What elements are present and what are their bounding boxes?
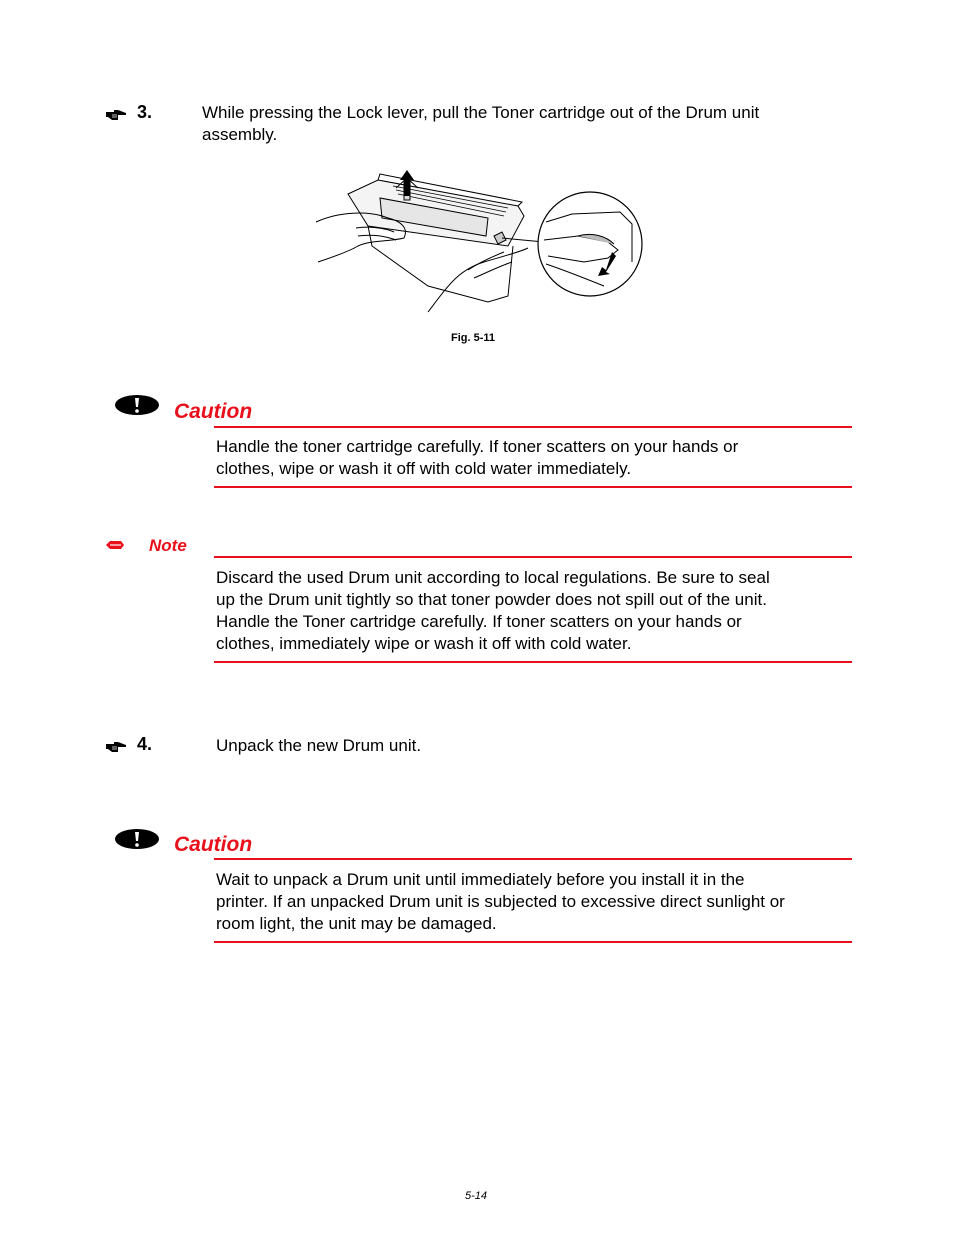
pencil-icon — [106, 539, 124, 551]
page-number: 5-14 — [465, 1190, 488, 1202]
caution-1-title: Caution — [174, 400, 253, 423]
figure-caption: Fig. 5-11 — [451, 332, 496, 344]
toner-removal-illustration — [308, 166, 648, 318]
caution-1-top-rule — [214, 426, 852, 428]
exclamation-icon — [114, 394, 160, 416]
note-top-rule — [214, 556, 852, 558]
pointing-hand-icon — [106, 109, 126, 121]
note-text: Discard the used Drum unit according to local regulations. Be sure to seal up the Drum unit tightly so that toner powder does not spill out of the unit. Handle the Toner cartridge carefully. If toner scatters on your hands or clothes, immediately wipe or wash it off with cold water. — [216, 568, 770, 653]
step-4-text: Unpack the new Drum unit. — [216, 736, 422, 755]
step-4-number: 4. — [137, 734, 153, 754]
note-title: Note — [149, 536, 187, 555]
exclamation-icon — [114, 828, 160, 850]
step-3-number: 3. — [137, 102, 153, 122]
caution-2-text: Wait to unpack a Drum unit until immediately before you install it in the printer. If an unpacked Drum unit is subjected to excessive direct sunlight or room light, the unit may be damaged. — [216, 870, 785, 933]
step-3-text: While pressing the Lock lever, pull the Toner cartridge out of the Drum unit assembly. — [202, 103, 760, 144]
caution-1-text: Handle the toner cartridge carefully. If toner scatters on your hands or clothes, wipe or wash it off with cold water immediately. — [216, 437, 739, 478]
caution-1-bottom-rule — [214, 486, 852, 488]
caution-2-title: Caution — [174, 833, 253, 856]
note-bottom-rule — [214, 661, 852, 663]
caution-2-bottom-rule — [214, 941, 852, 943]
pointing-hand-icon — [106, 741, 126, 753]
caution-2-top-rule — [214, 858, 852, 860]
